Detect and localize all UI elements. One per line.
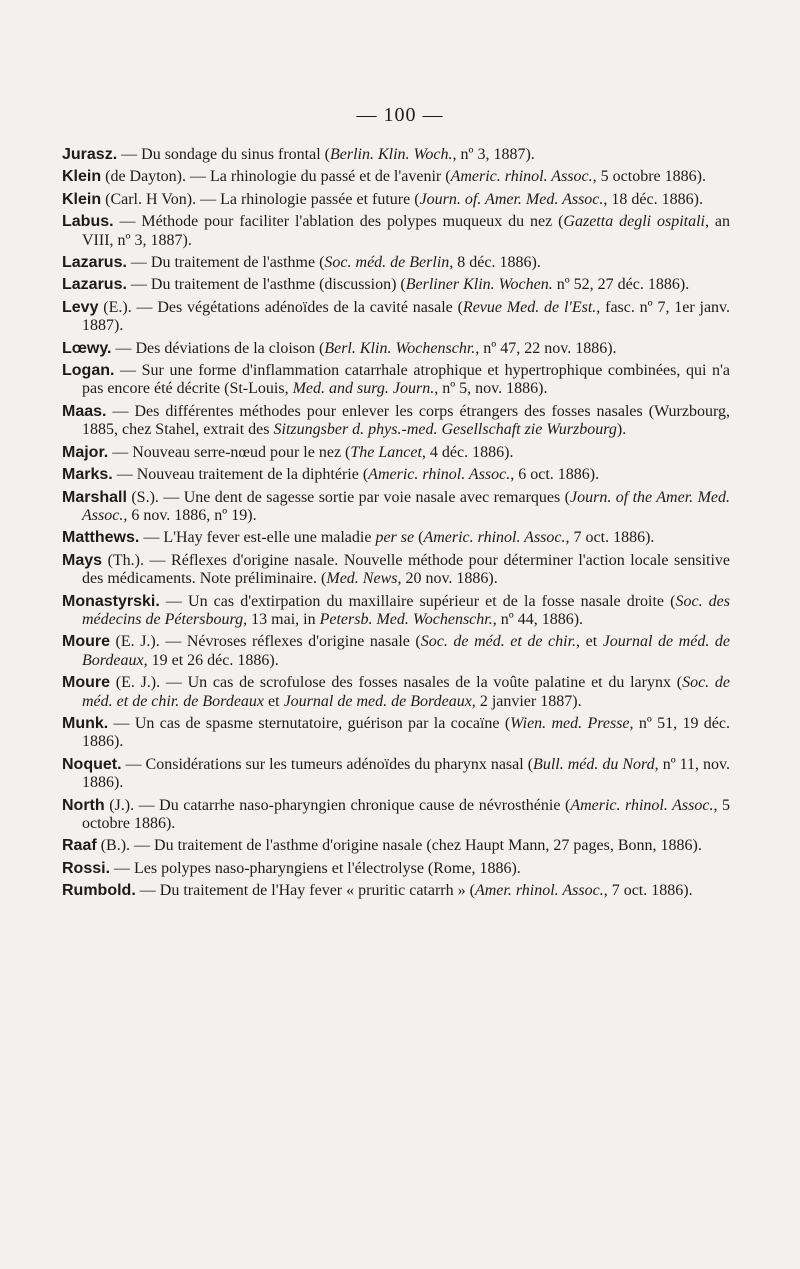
- entry-text: nº 52, 27 déc. 1886).: [552, 276, 690, 294]
- entry-text: — Du traitement de l'asthme (: [126, 254, 325, 272]
- entry-author: Mays: [62, 551, 103, 569]
- entry-text: nº 51, 19 déc. 1886).: [82, 714, 730, 751]
- bibliography-entry: [62, 444, 730, 462]
- bibliography-entry: [62, 837, 730, 855]
- entry-text: (B.). — Du traitement de l'asthme d'origine nasale (chez Haupt Mann, 27 pages, Bonn, 1886).: [96, 837, 702, 855]
- entry-text: , 5 octobre 1886).: [592, 168, 706, 186]
- entry-author: Lœwy.: [62, 339, 112, 357]
- entry-source-title: Med. News,: [326, 570, 402, 588]
- entry-text: — Considérations sur les tumeurs adénoïdes du pharynx nasal (: [121, 755, 534, 773]
- bibliography-entry: [62, 213, 730, 250]
- bibliography-entry: [62, 466, 730, 484]
- entry-source-title: Sitzungsber d. phys.-med. Gesellschaft zie Wurzbourg: [273, 421, 617, 439]
- bibliography-entry: [62, 191, 730, 209]
- bibliography-entry: [62, 593, 730, 630]
- entry-text: et: [264, 692, 284, 710]
- entry-author: Levy: [62, 298, 99, 316]
- bibliography-entry: [62, 276, 730, 294]
- entry-text: (E. J.). — Un cas de scrofulose des fosses nasales de la voûte palatine et du larynx (: [110, 674, 683, 692]
- entry-source-title: Americ. rhinol. Assoc.: [450, 168, 593, 186]
- entry-source-title: Wien. med. Presse,: [510, 714, 634, 732]
- entry-text: , 7 oct. 1886).: [565, 529, 655, 547]
- entry-text: — Un cas de spasme sternutatoire, guérison par la cocaïne (: [108, 714, 511, 732]
- entry-source-title: Berlin. Klin. Woch.: [330, 146, 453, 163]
- page-number: — 100 —: [356, 104, 444, 126]
- entry-source-title: Soc. de méd. et de chir.: [420, 633, 577, 651]
- bibliography-entry: [62, 882, 730, 900]
- entry-source-title: Americ. rhinol. Assoc.: [368, 466, 511, 484]
- entry-text: (: [414, 529, 424, 547]
- entry-text: — Sur une forme d'inflammation catarrhale atrophique et hypertrophique combinées, qui n'a pas encore été décrite (St-Louis,: [82, 362, 730, 398]
- entry-source-title: Berl. Klin. Wochenschr.: [324, 339, 476, 357]
- entry-author: Labus.: [62, 213, 114, 231]
- entry-source-title: Gazetta degli ospitali: [563, 213, 705, 231]
- entry-text: — Méthode pour faciliter l'ablation des polypes muqueux du nez (: [113, 213, 564, 231]
- bibliography-entry: [62, 299, 730, 336]
- entry-text: , 6 nov. 1886, nº 19).: [123, 506, 257, 524]
- entry-text: — L'Hay fever est-elle une maladie: [139, 529, 376, 547]
- bibliography-entry: [62, 340, 730, 358]
- entry-text: (Carl. H Von). — La rhinologie passée et future (: [101, 190, 420, 208]
- entry-text: ).: [616, 421, 627, 439]
- entry-text: 2 janvier 1887).: [475, 692, 582, 710]
- entry-author: Moure: [62, 674, 110, 692]
- entry-source-title: Soc. méd. de Berlin,: [324, 254, 454, 272]
- entry-source-title: Bull. méd. du Nord,: [533, 755, 659, 773]
- entry-author: Noquet.: [62, 755, 122, 773]
- bibliography-entry: [62, 715, 730, 752]
- entry-author: Logan.: [62, 362, 115, 380]
- entry-text: (E.). — Des végétations adénoïdes de la cavité nasale (: [98, 298, 463, 316]
- bibliography-list: [62, 146, 730, 905]
- entry-author: Rumbold.: [62, 882, 136, 900]
- entry-source-title: Journal de med. de Bordeaux,: [283, 692, 476, 710]
- entry-author: Monastyrski.: [62, 592, 160, 610]
- entry-author: Rossi.: [62, 859, 111, 877]
- entry-text: , 6 oct. 1886).: [510, 466, 600, 484]
- entry-text: (S.). — Une dent de sagesse sortie par voie nasale avec remarques (: [126, 488, 570, 506]
- entry-text: 4 déc. 1886).: [425, 443, 514, 461]
- bibliography-entry: [62, 633, 730, 670]
- bibliography-entry: [62, 797, 730, 834]
- bibliography-entry: [62, 529, 730, 547]
- entry-text: , nº 3, 1887).: [452, 146, 535, 163]
- entry-text: — Les polypes naso-pharyngiens et l'électrolyse (Rome, 1886).: [110, 859, 521, 877]
- entry-text: , et: [576, 633, 603, 651]
- entry-author: Marks.: [62, 466, 113, 484]
- bibliography-entry: [62, 168, 730, 186]
- bibliography-entry: [62, 552, 730, 589]
- entry-text: (Th.). — Réflexes d'origine nasale. Nouvelle méthode pour déterminer l'action locale sensitive des médicaments. Note préliminaire. (: [82, 551, 730, 588]
- bibliography-entry: [62, 674, 730, 711]
- entry-text: — Un cas d'extirpation du maxillaire supérieur et de la fosse nasale droite (: [159, 592, 676, 610]
- bibliography-entry: [62, 254, 730, 272]
- entry-source-title: Revue Med. de l'Est.: [462, 298, 597, 316]
- entry-author: Klein: [62, 190, 102, 208]
- entry-source-title: Journal de méd. de Bordeaux,: [82, 633, 730, 669]
- entry-source-title: Med. and surg. Journ.: [292, 380, 435, 398]
- entry-text: (E. J.). — Névroses réflexes d'origine nasale (: [110, 633, 421, 651]
- entry-text: , nº 44, 1886).: [492, 610, 584, 628]
- entry-source-title: Amer. rhinol. Assoc.: [474, 882, 604, 900]
- entry-author: Matthews.: [62, 529, 140, 547]
- entry-text: 8 déc. 1886).: [453, 254, 541, 272]
- entry-source-title: Soc. de méd. et de chir. de Bordeaux: [82, 674, 731, 710]
- entry-text: nº 11, nov. 1886).: [82, 755, 731, 792]
- entry-source-title: Journ. of. Amer. Med. Assoc.: [419, 190, 604, 208]
- bibliography-entry: [62, 403, 730, 440]
- entry-author: Marshall: [62, 488, 127, 506]
- entry-text: 20 nov. 1886).: [401, 570, 498, 588]
- entry-author: Major.: [62, 443, 109, 461]
- entry-text: — Des différentes méthodes pour enlever les corps étrangers des fosses nasales (Wurzbourg, 1885, chez Stahel, extrait des: [82, 402, 730, 439]
- entry-text: , an VIII, nº 3, 1887).: [82, 213, 730, 249]
- bibliography-entry: [62, 362, 730, 399]
- entry-author: Moure: [62, 633, 110, 651]
- entry-author: Munk.: [62, 714, 109, 732]
- entry-text: , fasc. nº 7, 1er janv. 1887).: [82, 298, 731, 335]
- entry-author: Lazarus.: [62, 254, 127, 272]
- entry-text: — Du traitement de l'Hay fever « pruritic catarrh » (: [135, 882, 475, 900]
- bibliography-entry: [62, 489, 730, 526]
- entry-author: Klein: [62, 168, 102, 186]
- entry-text: , 13 mai, in: [243, 610, 320, 628]
- entry-text: , 18 déc. 1886).: [603, 190, 703, 208]
- entry-text: — Nouveau serre-nœud pour le nez (: [108, 443, 351, 461]
- entry-text: , nº 5, nov. 1886).: [434, 380, 548, 398]
- entry-author: Jurasz.: [62, 146, 118, 163]
- entry-source-title: Berliner Klin. Wochen.: [405, 276, 553, 294]
- entry-source-title: Americ. rhinol. Assoc.: [570, 796, 714, 814]
- entry-author: Lazarus.: [62, 276, 127, 294]
- bibliography-entry: [62, 860, 730, 878]
- entry-text: (J.). — Du catarrhe naso-pharyngien chronique cause de névrosthénie (: [104, 796, 571, 814]
- entry-text: — Du sondage du sinus frontal (: [117, 146, 330, 163]
- entry-author: Raaf: [62, 837, 97, 855]
- bibliography-entry: [62, 146, 730, 164]
- entry-source-title: Soc. des médecins de Pétersbourg: [82, 592, 730, 628]
- entry-text: — Nouveau traitement de la diphtérie (: [112, 466, 369, 484]
- entry-text: — Du traitement de l'asthme (discussion) (: [126, 276, 406, 294]
- bibliography-entry: [62, 756, 730, 793]
- entry-source-title: per se: [375, 529, 415, 547]
- entry-text: — Des déviations de la cloison (: [111, 339, 325, 357]
- entry-text: (de Dayton). — La rhinologie du passé et de l'avenir (: [101, 168, 451, 186]
- entry-text: , 5 octobre 1886).: [82, 796, 731, 832]
- entry-author: North: [62, 796, 105, 814]
- entry-source-title: Petersb. Med. Wochenschr.: [319, 610, 493, 628]
- entry-text: , nº 47, 22 nov. 1886).: [475, 339, 617, 357]
- entry-text: , 7 oct. 1886).: [603, 882, 693, 900]
- entry-source-title: Americ. rhinol. Assoc.: [423, 529, 566, 547]
- entry-source-title: The Lancet,: [350, 443, 426, 461]
- entry-text: 19 et 26 déc. 1886).: [147, 651, 279, 669]
- entry-source-title: Journ. of the Amer. Med. Assoc.: [82, 488, 731, 524]
- entry-author: Maas.: [62, 402, 107, 420]
